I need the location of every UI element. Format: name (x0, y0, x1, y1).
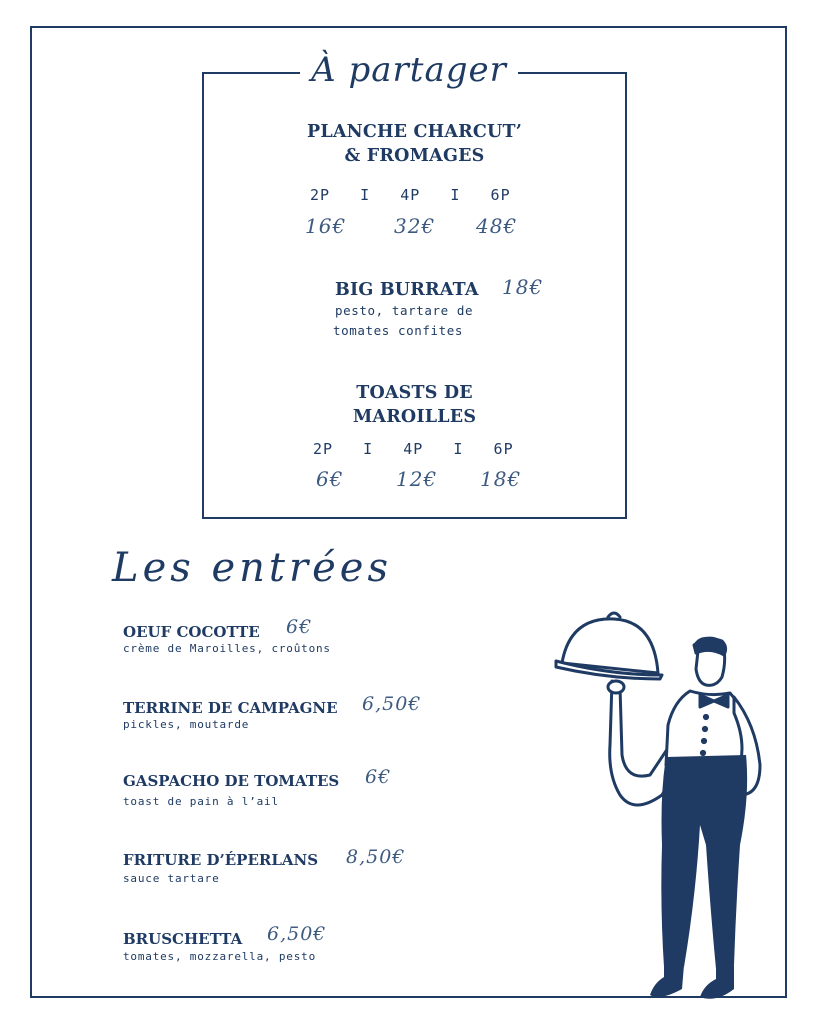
entree-name: OEUF COCOTTE (123, 623, 260, 641)
entree-price: 6€ (365, 766, 392, 788)
entree-name: FRITURE D’ÉPERLANS (123, 851, 319, 869)
entree-desc: pickles, moutarde (123, 718, 250, 731)
entree-desc: toast de pain à l’ail (123, 795, 279, 808)
entree-name: BRUSCHETTA (123, 930, 243, 948)
share-section-title: À partager (300, 48, 518, 92)
entree-desc: crème de Maroilles, croûtons (123, 642, 331, 655)
entree-desc: tomates, mozzarella, pesto (123, 950, 316, 963)
entrees-section-title: Les entrées (112, 545, 392, 591)
dish-title-burrata: BIG BURRATA (335, 280, 479, 300)
price-burrata: 18€ (502, 275, 544, 299)
entree-price: 6,50€ (362, 693, 422, 715)
dish-title-planche (202, 120, 627, 168)
entree-name: GASPACHO DE TOMATES (123, 772, 340, 790)
portion-sizes: 2P I 4P I 6P (313, 440, 514, 458)
dish-title-line: PLANCHE CHARCUT’ (306, 122, 523, 142)
price-4p: 12€ (396, 467, 438, 491)
entree-name: TERRINE DE CAMPAGNE (123, 699, 338, 717)
waiter-with-cloche-icon (550, 605, 765, 1010)
dish-title-line: TOASTS DE (356, 383, 473, 403)
dish-desc-burrata-line1: pesto, tartare de (335, 303, 474, 318)
entree-price: 6€ (286, 616, 313, 638)
dish-title-toasts (202, 381, 627, 429)
price-4p: 32€ (394, 214, 436, 238)
entree-desc: sauce tartare (123, 872, 220, 885)
price-6p: 48€ (476, 214, 518, 238)
price-2p: 6€ (316, 467, 344, 491)
entree-price: 8,50€ (346, 846, 406, 868)
dish-desc-burrata-line2: tomates confites (333, 323, 464, 338)
price-2p: 16€ (305, 214, 347, 238)
portion-sizes: 2P I 4P I 6P (310, 186, 511, 204)
price-6p: 18€ (480, 467, 522, 491)
dish-title-line: & FROMAGES (344, 146, 485, 166)
dish-title-line: MAROILLES (352, 407, 477, 427)
entree-price: 6,50€ (267, 923, 327, 945)
